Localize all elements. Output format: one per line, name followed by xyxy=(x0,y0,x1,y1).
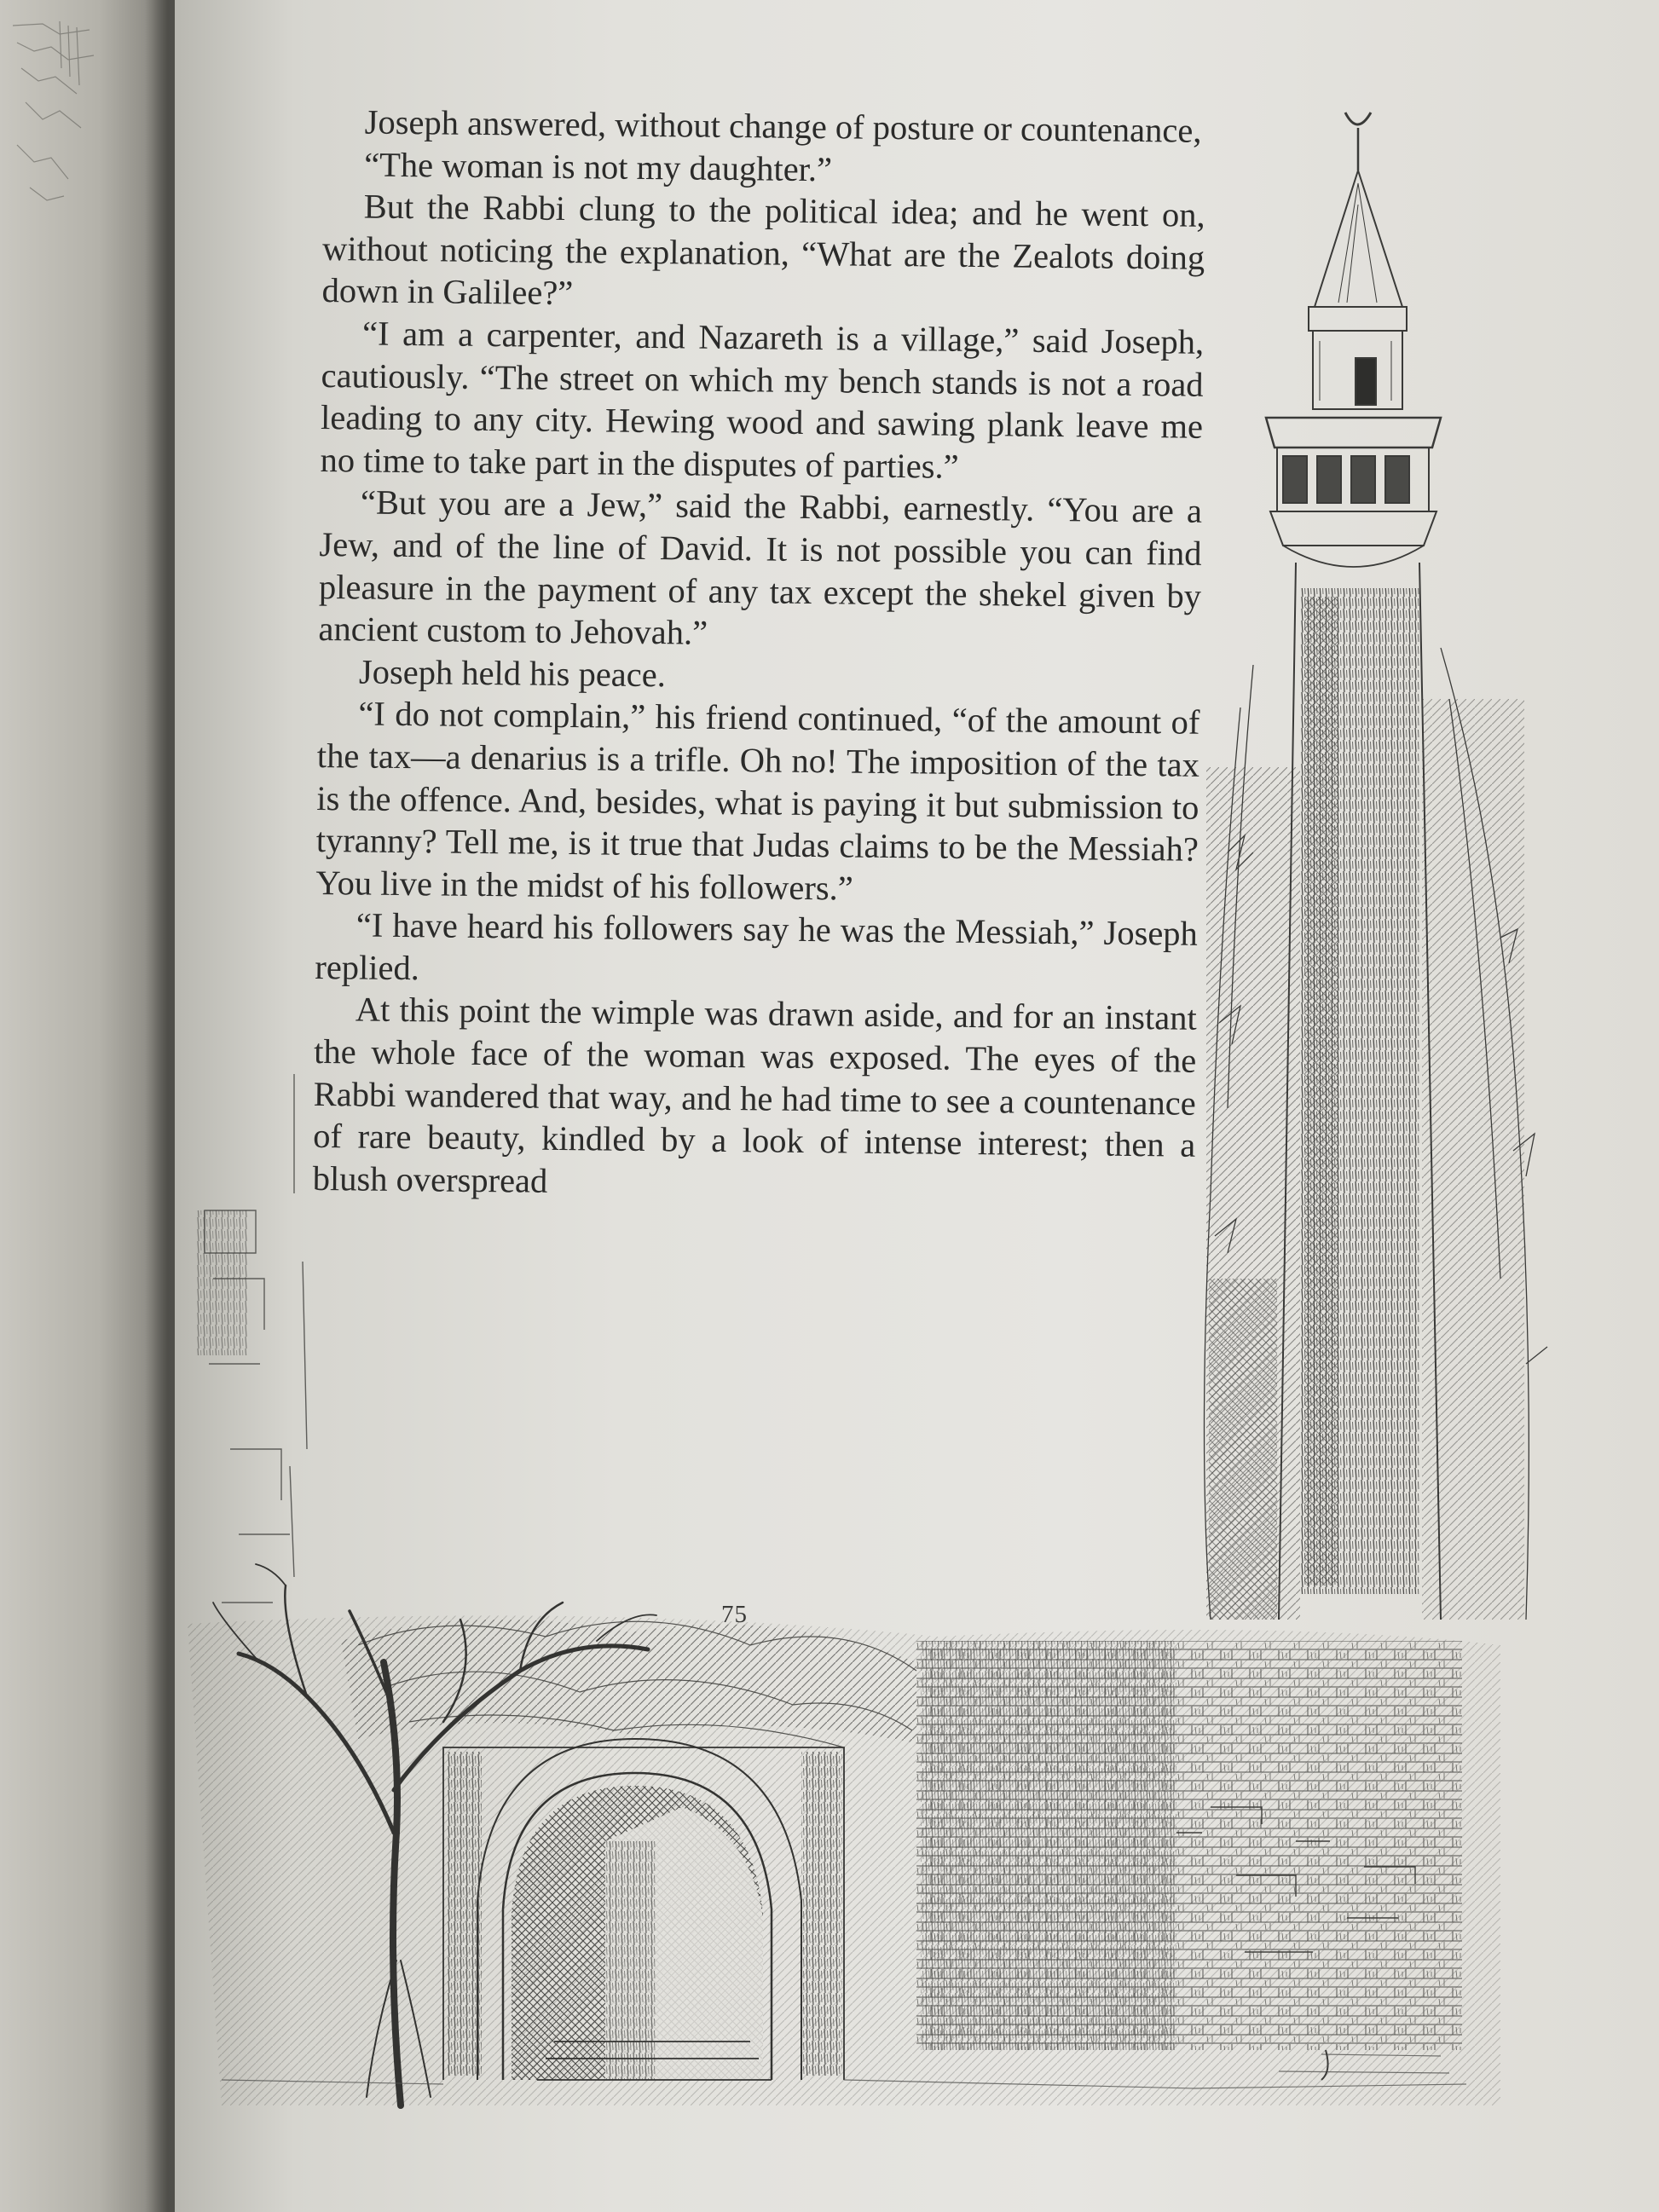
paragraph-5: “But you are a Jew,” said the Rabbi, earnestly. “You are a Jew, and of the line of David. It is not possible you can find pleasure in the payment of any tax except the shekel given by ancient custom to Jehovah.” xyxy=(318,482,1203,652)
page-number: 75 xyxy=(721,1601,748,1628)
paragraph-3: But the Rabbi clung to the political idea; and he went on, without noticing the explanation, “What are the Zealots doing down in Galilee?” xyxy=(321,187,1205,313)
paragraph-8: “I have heard his followers say he was the Messiah,” Joseph replied. xyxy=(315,905,1199,988)
paragraph-1: Joseph answered, without change of posture or countenance, xyxy=(364,102,1202,150)
paragraph-9: At this point the wimple was drawn aside, and for an instant the whole face of the woman was exposed. The eyes of the Rabbi wandered that way, and he had time to see a countenance of rare beauty, kindled by a look of intense interest; then a blush overspread xyxy=(312,990,1198,1200)
paragraph-2: “The woman is not my daughter.” xyxy=(363,145,833,188)
page-body-text xyxy=(312,101,1205,1209)
paragraph-7: “I do not complain,” his friend continued, “of the amount of the tax—a denarius is a trifle. Oh no! The imposition of the tax is the offence. And, besides, what is paying it but submission to tyranny? Tell me, is it true that Judas claims to be the Messiah? You live in the midst of his followers.” xyxy=(315,694,1200,908)
paragraph-6: Joseph held his peace. xyxy=(358,652,667,694)
paragraph-4: “I am a carpenter, and Nazareth is a village,” said Joseph, cautiously. “The street on which my bench stands is not a road leading to any city. Hewing wood and sawing plank leave me no time to take part in the disputes of parties.” xyxy=(320,314,1205,486)
